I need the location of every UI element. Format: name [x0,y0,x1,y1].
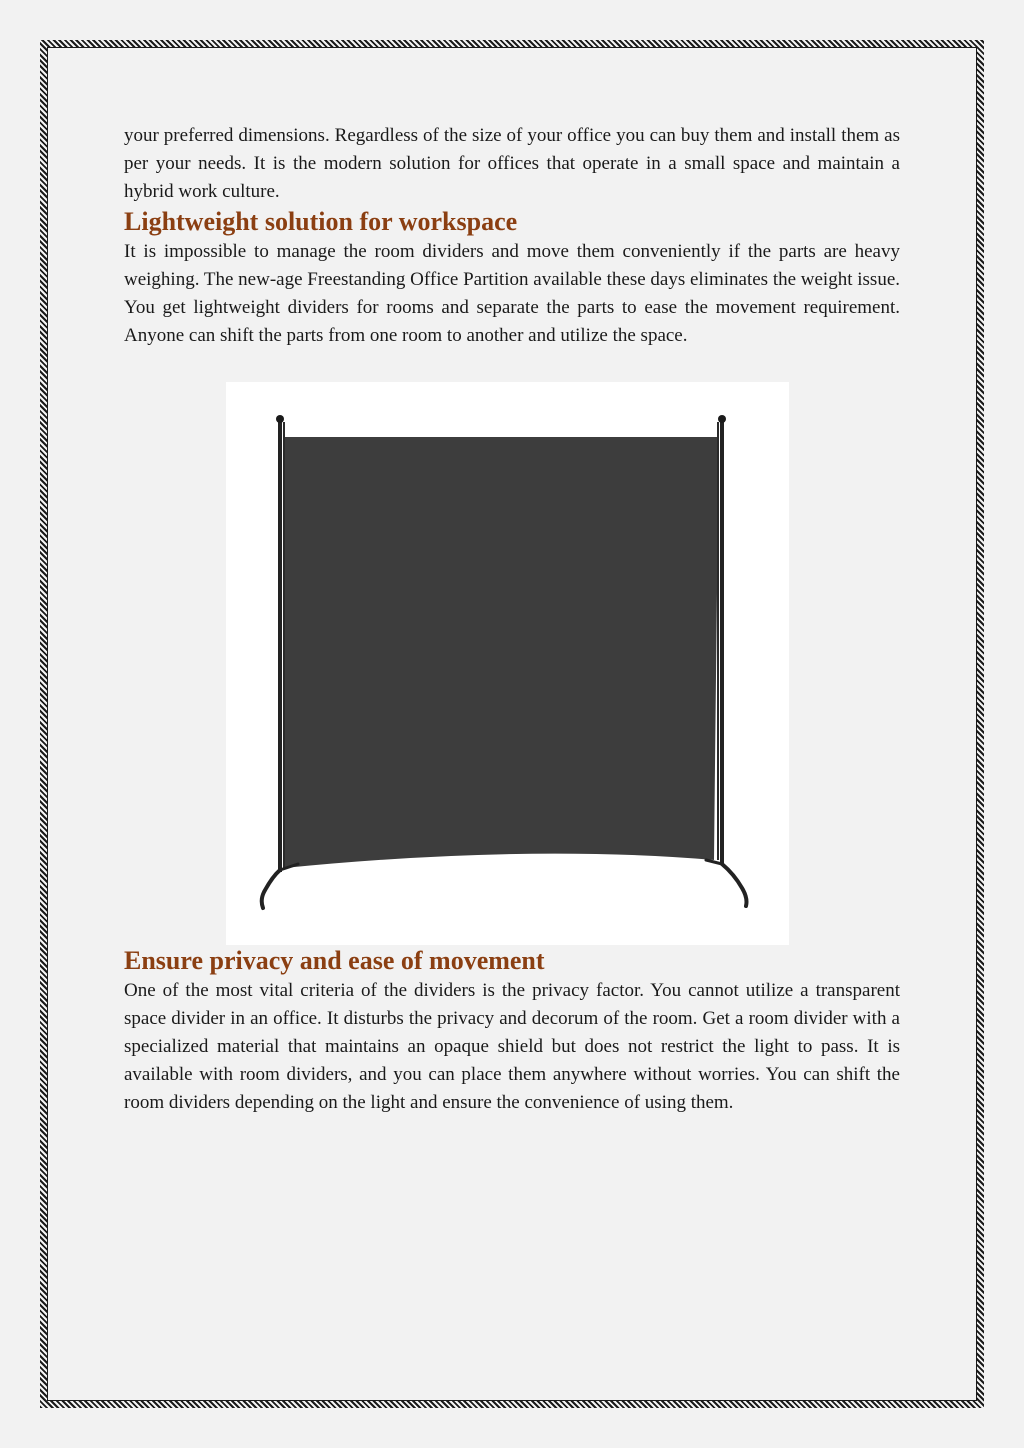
right-foot [722,864,747,906]
section-paragraph-privacy: One of the most vital criteria of the dividers is the privacy factor. You cannot utilize a transparent space divider in an office. It disturbs the privacy and decorum of the room. Get a room divider with a specialized material that maintains an opaque shield but does not restrict the light to pass. It is available with room dividers, and you can place them anywhere without worries. You can shift the room dividers depending on the light and ensure the convenience of using them. [124,980,900,1113]
room-divider-image [226,382,789,945]
left-foot [261,870,279,908]
room-divider-illustration [226,382,789,945]
right-finial [718,415,726,423]
intro-paragraph: your preferred dimensions. Regardless of the size of your office you can buy them and install them as per your needs. It is the modern solution for offices that operate in a small space and maintain a hybrid work culture. [124,125,900,202]
divider-fabric-panel [283,437,719,868]
section-heading-lightweight: Lightweight solution for workspace [124,207,518,236]
section-heading-privacy: Ensure privacy and ease of movement [124,946,545,975]
document-content [124,122,900,1117]
left-finial [276,415,284,423]
section-paragraph-lightweight: It is impossible to manage the room dividers and move them conveniently if the parts are heavy weighing. The new-age Freestanding Office Partition available these days eliminates the weight issue. You get lightweight dividers for rooms and separate the parts to ease the movement requirement. Anyone can shift the parts from one room to another and utilize the space. [124,241,900,346]
